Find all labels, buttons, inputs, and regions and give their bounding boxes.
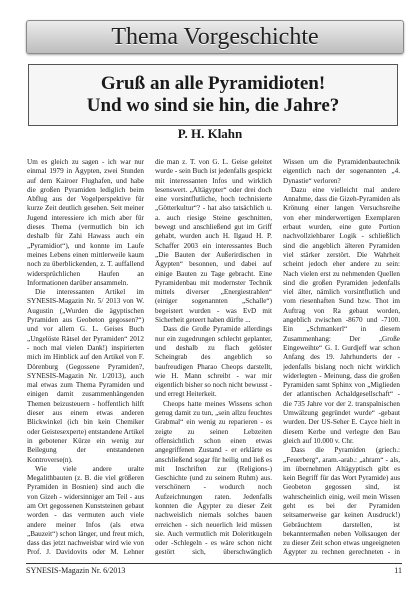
article-title-box	[28, 64, 398, 126]
column-3	[283, 158, 400, 558]
footer-divider	[26, 563, 402, 564]
paragraph: Um es gleich zu sagen - ich war nur einmal 1979 in Ägypten, zwei Stunden auf dem Kairoer Flughafen, und habe die großen Pyramiden lediglich beim Abflug aus der Vogelperspektive für kurze Zeit deutlich gesehen. Seit meiner Jugend interessiere ich mich aber für dieses Thema (vermutlich bin ich deshalb für Zahi Hawass auch ein „Pyramidiot“), und konnte im Laufe meines Lebens einen mittlerweile kaum noch zu überblickenden, z. T. auffallend widersprüchlichen Haufen an Informationen darüber ansammeln.	[27, 158, 144, 287]
paragraph: Die interessanten Artikel im SYNESIS-Magazin Nr. 5/ 2013 von W. Augustin („Wurden die ägyptischen Pyramiden aus Geobeton gegossen?“) und vor allem G. L. Geises Buch „Ungelöste Rätsel der Pyramiden“ 2012 - noch mal vielen Dank!) inspirierten mich im Hinblick auf den Artikel von F. Dörenburg (Gegossene Pyramiden?, SYNESIS-Magazin Nr. 1/2013), auch mal etwas zum Thema Pyramiden und einigen damit zusammenhängenden Themen beizusteuern - hoffentlich hilft dieser aus einem etwas anderen Blickwinkel (ich bin kein Chemiker oder Geistesexperte) entstandene Artikel in gebotener Kürze ein wenig zur Beilegung der entstandenen Kontroverse(n).	[27, 288, 144, 464]
paragraph: Cheops hatte meines Wissens schon genug damit zu tun, „sein allzu feuchtes Grabmal“ ein wenig zu reparieren - es zeigte zu seinen Lebzeiten offensichtlich schon einen etwas angegriffenen Zustand - er erklärte es anschließend sogar für heilig und ließ es mit Inschriften zur (Religions-) Geschichte (und zu seinem Ruhm) aus. verschönern - wodurch noch Aufzeichnungen raten. Jedenfalls konnten die Ägypter zu dieser Zeit nachweislich niemals solches bauen erreichen - sich neuerlich leid müssen sie. Auch vermutlich mit Doleritkugeln oder -Schlegeln - es wäre schon nicht gestört sich, überschwänglich	[155, 399, 272, 557]
article-body	[27, 158, 402, 558]
paragraph: Wie viele andere uralte Megalithbauten (z. B. die viel größeren Pyramiden in Bosnien) sind auch die von Gizeh - widersinniger am Teil - aus am Ort gegossenen Kunststeinen gebaut worden - das vermuten auch viele andere meiner Infos (als etwa „Bauzeit“) schon länger, und freut mich, dass das jetzt nachweisbar wird wie von Prof. J. Davidovits oder M. Lehner	[27, 464, 144, 557]
page-number: 11	[394, 566, 402, 575]
column-2	[155, 158, 272, 558]
article-title-line-2: Und wo sind sie hin, die Jahre?	[86, 95, 340, 116]
article-title-line-1: Gruß an alle Pyramidioten!	[100, 73, 326, 94]
paragraph: Dass die Große Pyramide allerdings nur ein zugedrungen schlecht geplanter, und deshalb zu flach gelöster Scheingrab des angeblich so baufreudigen Pharao Cheops darstellt, wie H. Mann schreibt - war mir eigentlich bisher so noch nicht bewusst - und erregt Heiterkeit.	[155, 325, 272, 399]
paragraph: Dass die Pyramiden (griech.: „Feuerberg“, aram.-arab.: „ahram“ - als, im übernehmen Altägyptisch gibt es kein Begriff für das Wort Pyramide) aus Geobeton gegossen sind, ist wahrscheinlich einig, weil mein Wissen geht es bei der Pyramiden seitsamerweise gar keinen Ausdruck!) Gebräuchtem darstellen, ist bekanntermaßen neben Volksaugen der zu dieser Zeit schon etwas ungeeigneten Ägypter zu rechnen gerechneten - in	[283, 446, 400, 557]
paragraph: Wissen um die Pyramidenbautechnik eigentlich nach der sogenannten „4. Dynastie“ verloren?	[283, 158, 400, 185]
paragraph: die man z. T. von G. L. Geise geleitet wurde - sein Buch ist jedenfalls gespickt mit interessanten Infos und wirklich lesenswert. „Altägypter“ oder drei doch eine vorsintflutliche, hoch technisierte „Götterkultur“? - hat also tatsächlich u. a. auch riesige Steine geschnitten, bewegt und anschließend gut im Griff gehabt, wurden auch H. Ilgaud H. P. Schaffer 2003 ein interessantes Buch „Die Bauten der Außerirdischen in Ägypten“ besonnen, und dabei auf einige Bauten zu Tage gebracht. Eine Pyramidenbau mit modernster Technik mittels diverser „Energiestrahlen“ (einiger sogenannten „Schalle“) begeistert wurden - was EvD mit Sicherheit geteert haben dürfte ...	[155, 158, 272, 325]
footer-publication: SYNESIS-Magazin Nr. 6/2013	[26, 566, 126, 575]
section-header	[26, 20, 404, 54]
column-1	[27, 158, 144, 558]
paragraph: Dazu eine vielleicht mal andere Annahme, dass die Gizeh-Pyramiden als Krönung einer langen Versuchsreihe von eher minderwertigen Exemplaren erbaut wurden, eine gute Portion nachvollziehbarer Logik - schließlich sind die angeblich älteren Pyramiden viel stärker zerstört. Die Wahrheit scheint jedoch eher andere zu sein: Nach vielen erst zu nehmenden Quellen sind die großen Pyramiden jedenfalls viel älter, nämlich vorsintflutlich und vom riesenhaften Sund bzw. Thot im Auftrag von Ra gebaut worden, angeblich zwischen -8670 und -7100. Ein „Schmankerl“ in diesem Zusammenhang: Der „Große Eingeweihte“ G. I. Gurdjeff war schon Anfang des 19. Jahrhunderts der - jedenfalls bislang noch nicht wirklich widerlegten - Meinung, dass die großen Pyramiden samt Sphinx von „Miglieden der atlantischen Achaldgesellschaft“ - die 735 Jahre vor der 2. transpalnischen Umwälzung gegründet wurde“ -gebaut wurden. Der US-Seher E. Cayce hielt in diesem Kerbe und verlegte den Bau gleich auf 10.000 v. Chr.	[283, 185, 400, 445]
section-title: Thema Vorgeschichte	[111, 24, 319, 50]
article-author: P. H. Klahn	[177, 126, 243, 141]
